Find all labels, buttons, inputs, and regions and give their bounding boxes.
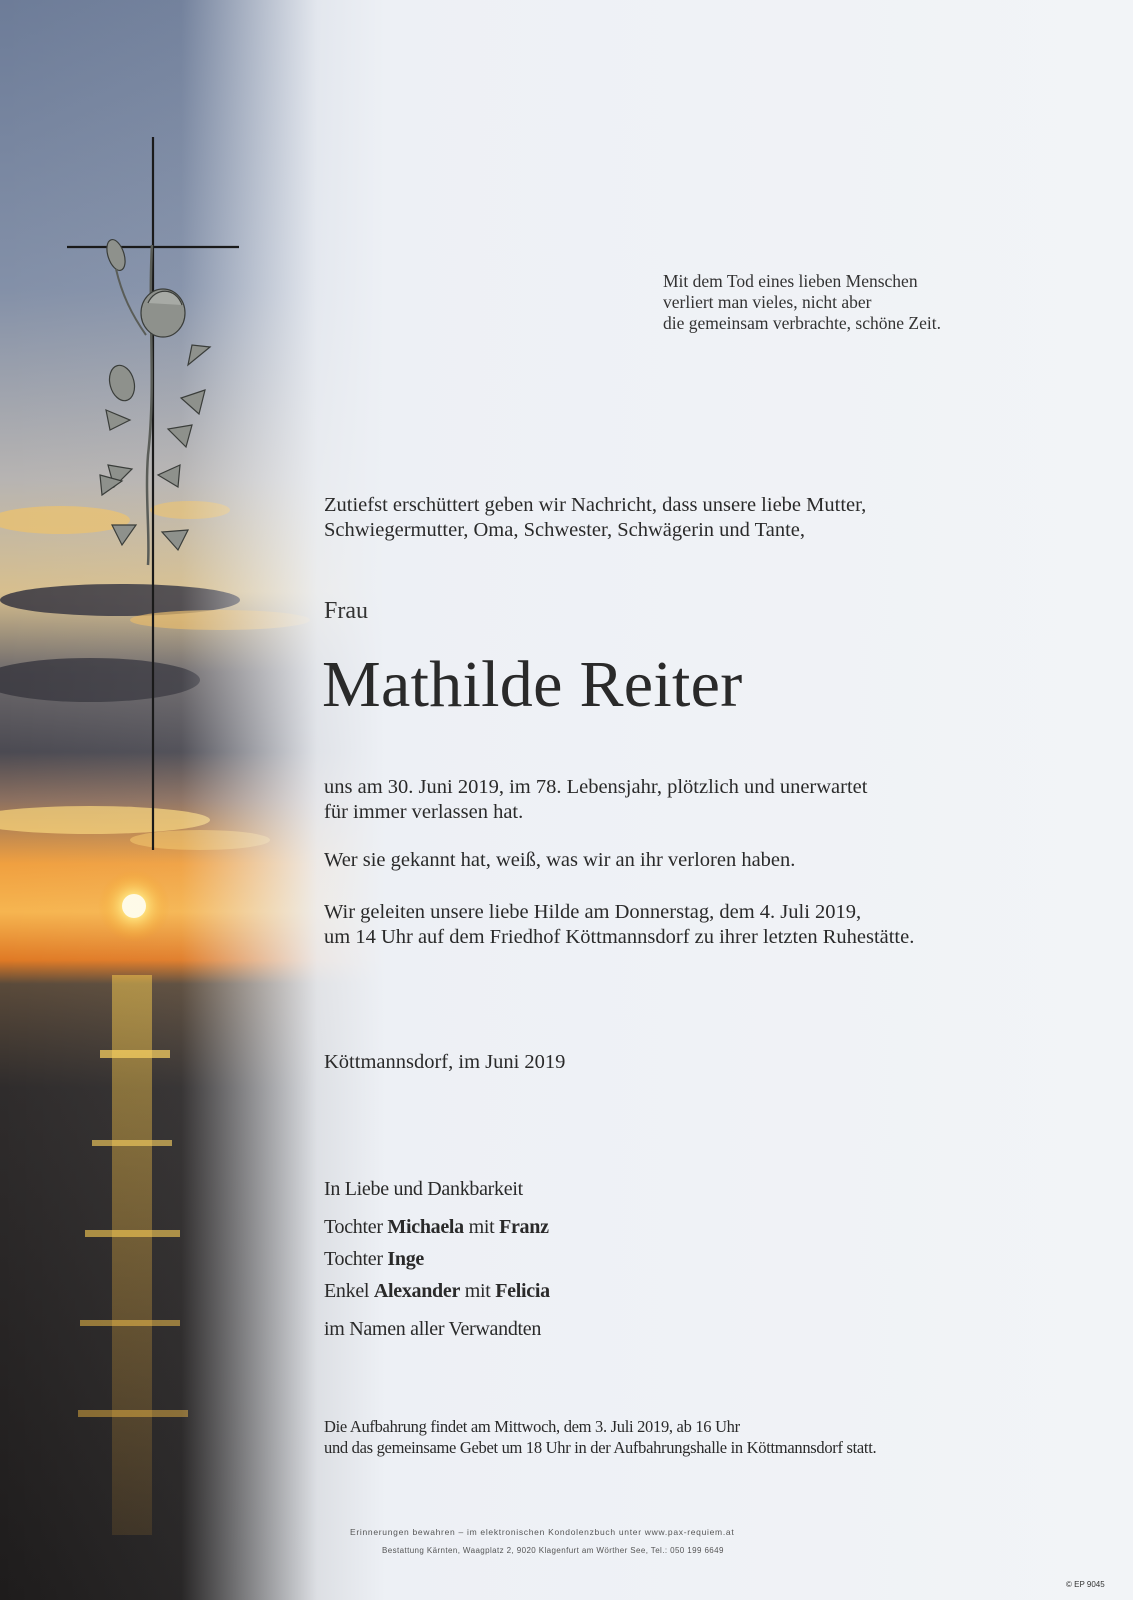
remembrance-text: Wer sie gekannt hat, weiß, was wir an ihr verloren haben. xyxy=(324,849,796,871)
death-line: uns am 30. Juni 2019, im 78. Lebensjahr, plötzlich und unerwartet xyxy=(324,776,868,798)
memorial-quote xyxy=(663,271,941,334)
deceased-title: Frau xyxy=(324,598,368,624)
relation-label: Enkel xyxy=(324,1280,370,1302)
cross-with-rose-icon xyxy=(60,135,250,855)
product-code: © EP 9045 xyxy=(1066,1580,1105,1589)
quote-line: Mit dem Tod eines lieben Menschen xyxy=(663,271,918,291)
intro-line: Schwiegermutter, Oma, Schwester, Schwägerin und Tante, xyxy=(324,519,806,541)
member-name: Michaela xyxy=(387,1216,464,1238)
intro-line: Zutiefst erschüttert geben wir Nachricht, dass unsere liebe Mutter, xyxy=(324,494,867,516)
viewing-info xyxy=(324,1416,876,1458)
family-member-row xyxy=(324,1215,549,1239)
place-date: Köttmannsdorf, im Juni 2019 xyxy=(324,1051,566,1073)
family-member-row xyxy=(324,1247,424,1271)
funeral-line: um 14 Uhr auf dem Friedhof Köttmannsdorf zu ihrer letzten Ruhestätte. xyxy=(324,926,915,948)
funeral-home-address: Bestattung Kärnten, Waagplatz 2, 9020 Klagenfurt am Wörther See, Tel.: 050 199 6649 xyxy=(382,1546,724,1555)
intro-text xyxy=(324,493,866,543)
connector-text: mit xyxy=(464,1280,491,1302)
quote-line: die gemeinsam verbrachte, schöne Zeit. xyxy=(663,313,941,333)
death-line: für immer verlassen hat. xyxy=(324,801,524,823)
relation-label: Tochter xyxy=(324,1216,383,1238)
viewing-line: und das gemeinsame Gebet um 18 Uhr in der Aufbahrungshalle in Köttmannsdorf statt. xyxy=(324,1438,877,1457)
funeral-line: Wir geleiten unsere liebe Hilde am Donnerstag, dem 4. Juli 2019, xyxy=(324,901,862,923)
condolence-book-note: Erinnerungen bewahren – im elektronischen Kondolenzbuch unter www.pax-requiem.at xyxy=(350,1527,735,1537)
viewing-line: Die Aufbahrung findet am Mittwoch, dem 3. Juli 2019, ab 16 Uhr xyxy=(324,1417,740,1436)
partner-name: Felicia xyxy=(495,1280,550,1302)
connector-text: mit xyxy=(468,1216,495,1238)
deceased-name: Mathilde Reiter xyxy=(322,648,743,721)
family-heading: In Liebe und Dankbarkeit xyxy=(324,1178,523,1200)
family-member-row xyxy=(324,1279,550,1303)
relation-label: Tochter xyxy=(324,1248,383,1270)
quote-line: verliert man vieles, nicht aber xyxy=(663,292,872,312)
member-name: Alexander xyxy=(373,1280,461,1302)
partner-name: Franz xyxy=(499,1216,549,1238)
death-notice xyxy=(324,775,867,825)
funeral-info xyxy=(324,900,914,950)
family-closing: im Namen aller Verwandten xyxy=(324,1318,542,1340)
member-name: Inge xyxy=(387,1248,424,1270)
